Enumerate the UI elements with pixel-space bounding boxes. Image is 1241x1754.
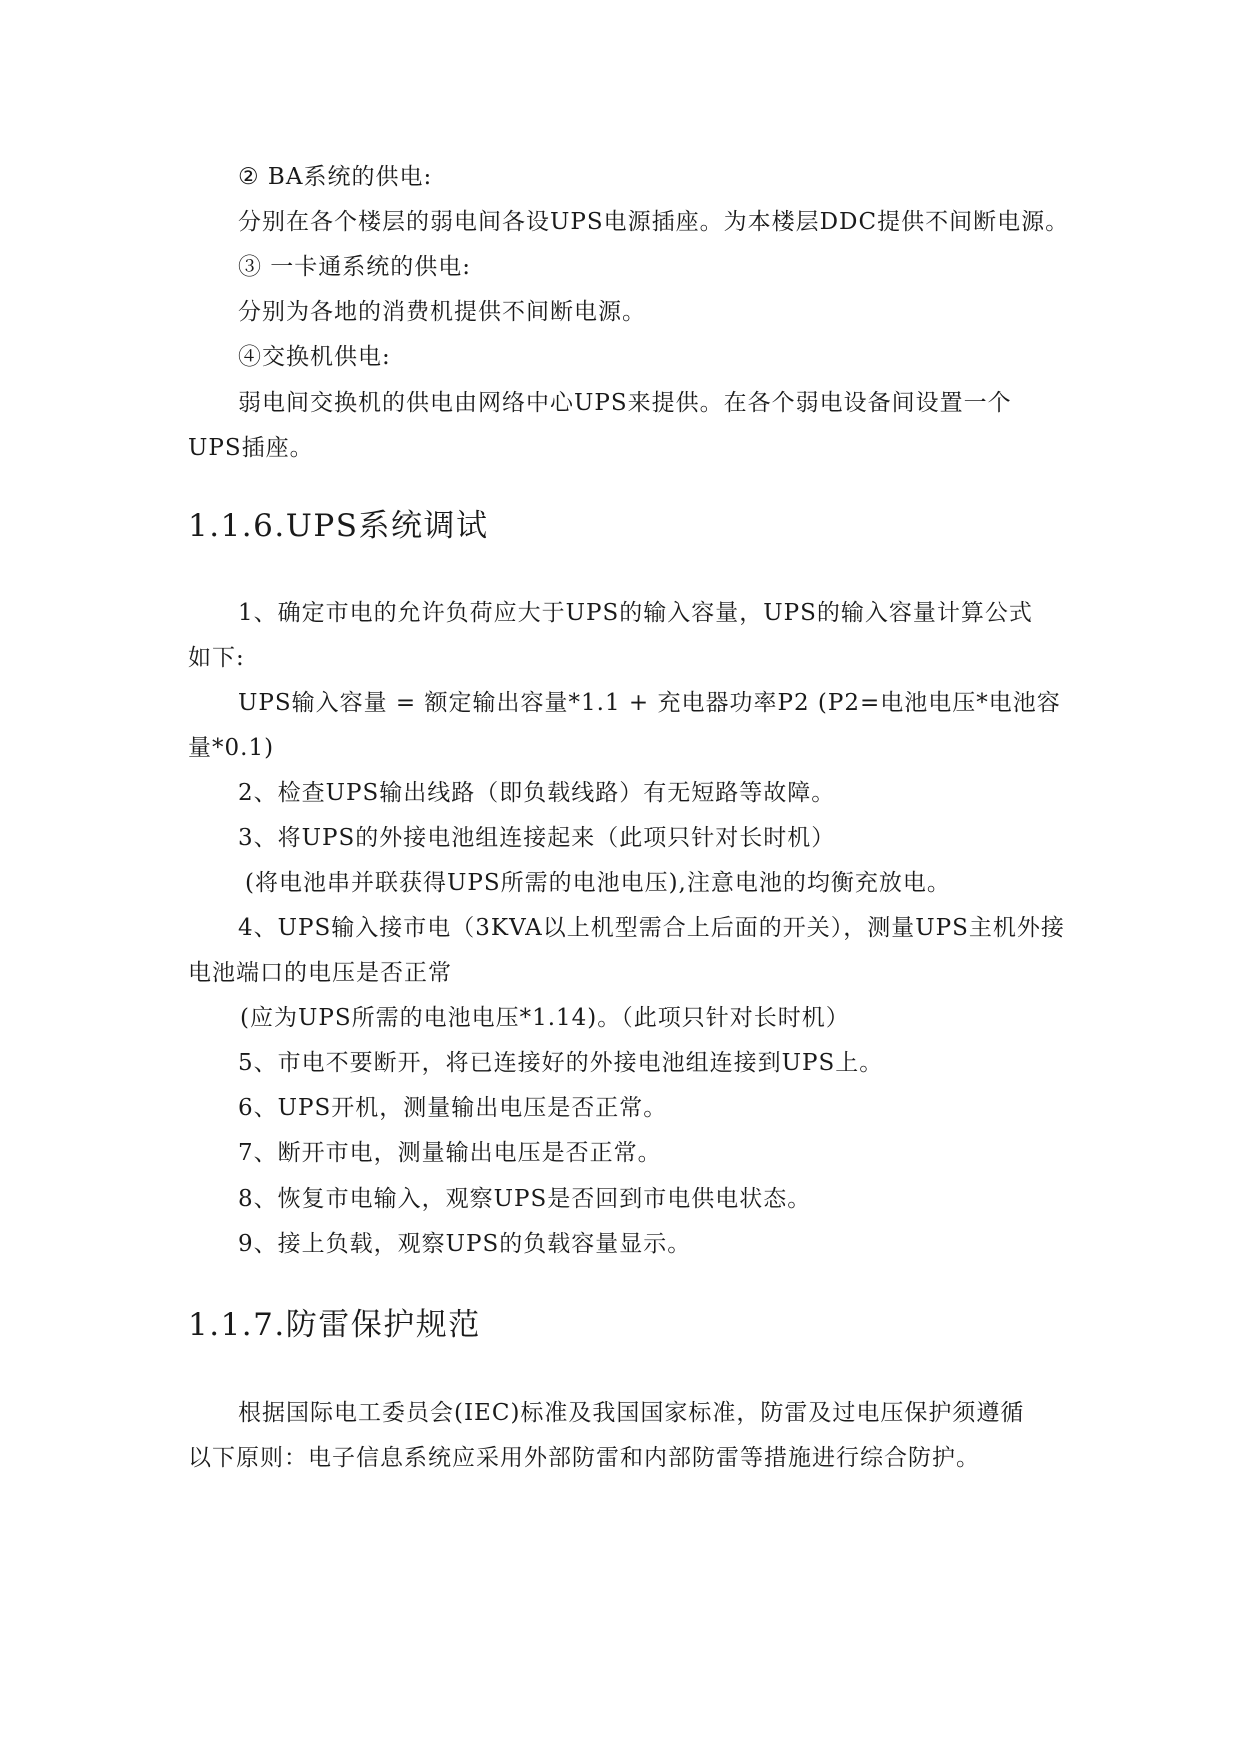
step4-line2: 电池端口的电压是否正常 [188, 960, 452, 986]
step3: 3、将UPS的外接电池组连接起来（此项只针对长时机） [238, 825, 836, 851]
ba-power-body: 分别在各个楼层的弱电间各设UPS电源插座。为本楼层DDC提供不间断电源。 [238, 209, 1070, 235]
ba-power-title: ② BA系统的供电: [238, 164, 433, 190]
heading-ups-debug: 1.1.6.UPS系统调试 [188, 508, 489, 544]
step7: 7、断开市电，测量输出电压是否正常。 [238, 1140, 662, 1166]
step6: 6、UPS开机，测量输出电压是否正常。 [238, 1095, 668, 1121]
formula-line2: 量*0.1) [188, 735, 275, 761]
step2: 2、检查UPS输出线路（即负载线路）有无短路等故障。 [238, 780, 836, 806]
heading-lightning: 1.1.7.防雷保护规范 [188, 1307, 481, 1343]
step3-note: (将电池串并联获得UPS所需的电池电压),注意电池的均衡充放电。 [245, 870, 951, 896]
step9: 9、接上负载，观察UPS的负载容量显示。 [238, 1231, 692, 1257]
step4-note: (应为UPS所需的电池电压*1.14)。（此项只针对长时机） [240, 1005, 850, 1031]
card-power-title: ③ 一卡通系统的供电: [238, 254, 472, 280]
switch-power-body-line1: 弱电间交换机的供电由网络中心UPS来提供。在各个弱电设备间设置一个 [238, 390, 1012, 416]
formula-line1: UPS输入容量 = 额定输出容量*1.1 + 充电器功率P2 (P2=电池电压*电池容 [238, 690, 1061, 716]
step8: 8、恢复市电输入，观察UPS是否回到市电供电状态。 [238, 1186, 812, 1212]
step4-line1: 4、UPS输入接市电（3KVA以上机型需合上后面的开关），测量UPS主机外接 [238, 915, 1065, 941]
lightning-body-line2: 以下原则：电子信息系统应采用外部防雷和内部防雷等措施进行综合防护。 [188, 1445, 980, 1471]
card-power-body: 分别为各地的消费机提供不间断电源。 [238, 299, 646, 325]
step1-line2: 如下: [188, 645, 245, 671]
step5: 5、市电不要断开，将已连接好的外接电池组连接到UPS上。 [238, 1050, 884, 1076]
switch-power-body-line2: UPS插座。 [188, 435, 314, 461]
lightning-body-line1: 根据国际电工委员会(IEC)标准及我国国家标准，防雷及过电压保护须遵循 [238, 1400, 1025, 1426]
step1-line1: 1、确定市电的允许负荷应大于UPS的输入容量，UPS的输入容量计算公式 [238, 600, 1033, 626]
switch-power-title: ④交换机供电: [238, 344, 391, 370]
